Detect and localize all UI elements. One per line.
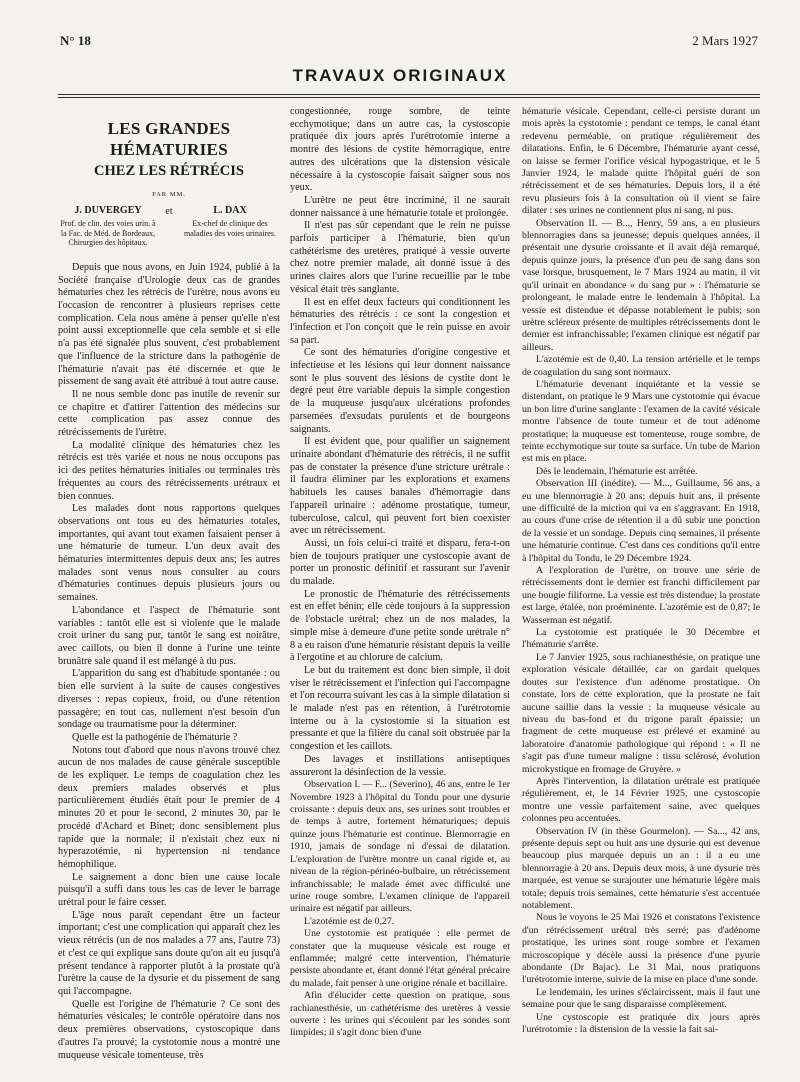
paragraph: Ce sont des hématuries d'origine congestive et infectieuse et les lésions qui leur donnent naissance sont le plus souvent des lésions de cystite dont le degré peut être variable depuis la simple congestion de la muqueuse jusqu'aux ulcérations profondes parsemées d'exsudats purulents et de bourgeons saignants.	[290, 347, 510, 435]
paragraph: L'apparition du sang est d'habitude spontanée : ou bien elle survient à la suite de causes congestives diverses : repas copieux, froid, ou d'une rétention passagère; en tout cas, nullement n'est besoin d'un sondage ou traumatisme pour la déterminer.	[58, 668, 280, 731]
observation-paragraph: Observation II. — B..., Henry, 59 ans, a eu plusieurs blennorragies dans sa jeunesse; depuis quelques années, il présentait une dysurie croissante et il avait déjà remarqué, depuis quinze jours, la présence d'un peu de sang dans son vase lorsque, brusquement, le 7 Mars 1924 au matin, il vit qu'il urinait en abondance « du sang pur » : l'hématurie se prolongeant, le malade entre le lendemain à l'hôpital. La vessie est distendue et dépasse notablement le pubis; son urètre scléreux présente de multiples rétrécissements dont le dernier est infranchissable; l'examen clinique est négatif par ailleurs.	[522, 217, 760, 353]
paragraph: L'azotémie est de 0,27.	[304, 915, 395, 927]
paragraph: L'âge nous paraît cependant être un facteur important; c'est une complication qui apparaît chez les vieux rétrécis (un de nos malades a 77 ans, l'autre 73) et c'est ce qui explique sans doute qu'on ait eu jusqu'à présent tendance à rapporter plutôt à la prostate qu'à l'urètre la cause de la dysurie et du pissement de sang qui l'accompagne.	[58, 909, 280, 997]
author-1-credentials: Prof. de clin. des voies urin. à la Fac. de Méd. de Bordeaux, Chirurgien des hôpitaux.	[60, 219, 156, 248]
paragraph: Depuis que nous avons, en Juin 1924, publié à la Société française d'Urologie deux cas de grandes hématuries chez les rétrécis de l'urètre, nous avons eu l'occasion de rencontrer à plusieurs reprises cette complication. Cela nous amène à penser qu'elle n'est point aussi exceptionnelle que cela semble et si elle n'a pas été signalée plus souvent, c'est probablement que l'influence de la stricture dans la pathogénie de l'hématurie n'avait pas été discernée et que le pissement de sang avait été attribué à tout autre cause.	[58, 261, 280, 388]
issue-number: N° 18	[60, 33, 91, 48]
paragraph: Des lavages et instillations antiseptiques assureront la désinfection de la vessie.	[290, 753, 510, 778]
paragraph: Le but du traitement est donc bien simple, il doit viser le rétrécissement et l'infection qui l'accompagne et l'on recourra suivant les cas à la simple dilatation si le malade n'est pas en rétention, à l'urétrotomie interne ou à la cystostomie si la situation est pressante et que la filière du canal soit obstruée par la congestion et les caillots.	[290, 664, 510, 753]
authors-conjunction: et	[165, 205, 173, 217]
paragraph: Une cystotomie est pratiquée : elle permet de constater que la muqueuse vésicale est rouge et enflammée; malgré cette intervention, l'hématurie persiste abondante et, étant donné l'état général précaire du malade, fait penser à une origine rénale et bacillaire.	[290, 928, 510, 989]
article-subtitle: CHEZ LES RÉTRÉCIS	[94, 163, 244, 179]
paragraph: Notons tout d'abord que nous n'avons trouvé chez aucun de nos malades de cause générale susceptible de les expliquer. Le temps de coagulation chez les deux premiers malades observés et plus particulièrement étudiés était pour le premier de 4 minutes 20 et pour le second, 2 minutes 30, par le procédé d'Achard et Binet; donc sensiblement plus rapide que la normale; il n'existait chez eux ni hyperazotémie, ni hypertension ni tendance hémophilique.	[58, 744, 280, 870]
paragraph: La cystotomie est pratiquée le 30 Décembre et l'hématurie s'arrête.	[522, 627, 760, 651]
paragraph: Le saignement a donc bien une cause locale puisqu'il a suffi dans tous les cas de lever le barrage urétral pour le faire cesser.	[58, 871, 280, 909]
paragraph: Il est en effet deux facteurs qui conditionnent les hématuries des rétrécis : ce sont la congestion et l'infection et l'on conçoit que le rein puisse en avoir sa part.	[290, 296, 510, 346]
paragraph: Aussi, un fois celui-ci traité et disparu, fera-t-on bien de toujours pratiquer une cystoscopie avant de porter un pronostic définitif et rassurant sur l'avenir du malade.	[290, 537, 510, 588]
paragraph: L'azotémie est de 0,40. La tension artérielle et le temps de coagulation du sang sont normaux.	[522, 354, 760, 378]
paragraph: Le pronostic de l'hématurie des rétrécissements est en effet bénin; elle cède toujours à la suppression de l'obstacle urétral; chez un de nos malades, la simple mise à demeure d'une petite sonde urétrale n° 8 a eu raison d'une hématurie résistant depuis la veille à l'ergotine et au chlorure de calcium.	[290, 588, 510, 664]
observation-paragraph: Observation III (inédite). — M..., Guillaume, 56 ans, a eu une blennorragie à 20 ans; depuis huit ans, il présente une difficulté de la miction qui va en s'aggravant. En 1918, au cours d'une crise de rétention il a dû subir une ponction de la vessie et un sondage. Depuis cinq semaines, il présente une hématurie continue. C'est dans ces conditions qu'il entre à l'hôpital du Tondu, le 29 Décembre 1924.	[522, 478, 760, 564]
observation-paragraph: Observation IV (in thèse Gourmelon). — Sa..., 42 ans, présente depuis sept ou huit ans une dysurie qui est devenue beaucoup plus marquée depuis un an : il a eu une blennorragie à 20 ans. Depuis deux mois, à une dysurie très marquée, est venue se surajouter une hématurie légère mais totale; depuis trois semaines, cette hématurie s'est accentuée notablement.	[522, 825, 760, 911]
paragraph: hématurie vésicale. Cependant, celle-ci persiste durant un mois après la cystotomie : pendant ce temps, le canal étant redevenu perméable, on pratique régulièrement des dilatations. Enfin, le 6 Décembre, l'hématurie ayant cessé, on laisse se fermer l'orifice vésical hypogastrique, et le 5 Janvier 1924, le malade quitte l'hôpital guéri de son rétrécissement et de ses hématuries. Depuis lors, il a été revu plusieurs fois à la consultation où il vient se faire dilater : ses urines ne contiennent plus ni sang, ni pus.	[522, 106, 760, 217]
paragraph: L'urètre ne peut être incriminé, il ne saurait donner naissance à une hématurie totale et prolongée.	[290, 194, 510, 219]
paragraph: Quelle est la pathogénie de l'hématurie ?	[72, 731, 238, 743]
column-1	[58, 106, 280, 1074]
authors-block	[58, 205, 280, 248]
paragraph: Nous le voyons le 25 Mai 1926 et constatons l'existence d'un rétrécissement urétral très serré; pas d'adénome prostatique, les urines sont rouge sombre et l'examen microscopique y décèle aussi la présence d'une pyurie abondante (Dr Bajac). Le 31 Mai, nous pratiquons l'urétrotomie interne, suivie de la mise en place d'une sonde.	[522, 912, 760, 986]
paragraph: congestionnée, rouge sombre, de teinte ecchymotique; dans un autre cas, la cystoscopie pratiquée dix jours après l'urétrotomie interne a montré des lésions de cystite hémorragique, entre autres des ulcérations que la distension vésicale nécessaire à la cystoscopie faisait saigner sous nos yeux.	[290, 106, 510, 194]
author-1-name: J. DUVERGEY	[74, 204, 142, 216]
paragraph: Il n'est pas sûr cependant que le rein ne puisse parfois participer à l'hématurie, bien qu'un cathétérisme des uretères, pratiqué à vessie ouverte chez notre premier malade, ait donné issue à des urines claires alors que l'urine recueillie par le tube vésical était très sanglante.	[290, 220, 510, 295]
author-2-credentials: Ex-chef de clinique des maladies des voies urinaires.	[184, 219, 276, 238]
header-rule	[58, 94, 760, 95]
header-rule-second	[58, 97, 760, 98]
paragraph: A l'exploration de l'urètre, on trouve une série de rétrécissements dont le dernier est franchi difficilement par une bougie filiforme. La vessie est très distendue; la prostate est large, étalée, non proéminente. L'azotémie est de 0,87; le Wasserman est négatif.	[522, 565, 760, 626]
paragraph: Une cystoscopie est pratiquée dix jours après l'urétrotomie : la distension de la vessie la fait sai-	[522, 1011, 760, 1036]
section-title: TRAVAUX ORIGINAUX	[292, 66, 508, 85]
paragraph: Il ne nous semble donc pas inutile de revenir sur ce chapitre et d'attirer l'attention des médecins sur cette complication pas assez connue des rétrécissements de l'urètre.	[58, 388, 280, 439]
authors-intro: PAR MM.	[152, 191, 186, 198]
paragraph: Le lendemain, les urines s'éclaircissent, mais il faut une semaine pour que le sang disparaisse complètement.	[522, 986, 760, 1011]
column-2	[290, 106, 510, 1074]
author-2-name: L. DAX	[213, 204, 247, 216]
observation-paragraph: Observation I. — F... (Severino), 46 ans, entre le 1er Novembre 1923 à l'hôpital du Tondu pour une dysurie croissante : depuis deux ans, ses urines sont troubles et de temps à autre, fortement hématuriques; depuis quinze jours l'hématurie est continue. Blennorragie en 1910, jamais de sondage ni d'essai de dilatation. L'exploration de l'urètre montre un canal rigide et, au niveau de la région-périnéo-bulbaire, un rétrécissement infranchissable; le malade émet avec difficulté une urine rouge sombre. L'examen clinique de l'appareil urinaire est négatif par ailleurs.	[290, 779, 510, 915]
paragraph: Afin d'élucider cette question on pratique, sous rachianesthésie, un cathétérisme des uretères à vessie ouverte : les urines qui s'écoulent par les sondes sont limpides; il s'agit donc bien d'une	[290, 990, 510, 1039]
paragraph: Le 7 Janvier 1925, sous rachianesthésie, on pratique une exploration vésicale détaillée, car on gardait quelques doutes sur l'existence d'un adénome prostatique. On constate, lors de cette exploration, que la prostate ne fait aucune saillie dans la vessie : la muqueuse vésicale au niveau du bas-fond et du trigone paraît épaissie; un fragment de cette muqueuse est prélevé et examiné au laboratoire d'anatomie pathologique qui répond : « Il ne s'agit pas d'une tumeur maligne : tissu sclérosé, évolution microkystique en fromage de Gruyère. »	[522, 651, 760, 775]
author-2	[180, 205, 280, 239]
article-title: LES GRANDES HÉMATURIES	[107, 119, 231, 159]
paragraph: Il est évident que, pour qualifier un saignement urinaire abondant d'hématurie des rétrécis, il ne suffit pas de constater la présence d'une stricture urétrale : il faudra éliminer par les explorations et examens habituels les causes banales d'hémorragie dans l'appareil urinaire : adénome prostatique, tumeur, tuberculose, calcul, qui peuvent fort bien coexister avec un rétrécissement.	[290, 436, 510, 537]
paragraph: Dès le lendemain, l'hématurie est arrêtée.	[536, 465, 698, 477]
paragraph: Quelle est l'origine de l'hématurie ? Ce sont des hématuries vésicales; le contrôle opératoire dans nos deux premières observations, cystoscopique dans d'autres l'a prouvé; la cystotomie nous a montré une muqueuse vésicale tomenteuse, très	[58, 998, 280, 1061]
paragraph: La modalité clinique des hématuries chez les rétrécis est très variée et nous ne nous occupons pas ici des petites hématuries initiales ou terminales très fréquentes au cours des rétrécissements urétraux et bien connues.	[58, 439, 280, 502]
issue-date: 2 Mars 1927	[692, 33, 758, 48]
paragraph: L'hématurie devenant inquiétante et la vessie se distendant, on pratique le 9 Mars une cystotomie qui évacue un bon litre d'urine sanglante : l'examen de la cavité vésicale montre l'absence de toute tumeur et de tout adénome prostatique; la muqueuse est tomenteuse, rouge sombre, de teinte ecchymotique sur toute sa surface. Un tube de Marion est mis en place.	[522, 378, 760, 465]
author-1	[58, 205, 158, 248]
paragraph: L'abondance et l'aspect de l'hématurie sont variables : tantôt elle est si violente que le malade croit uriner du sang pur, tantôt le sang est noirâtre, avec caillots, ou bien il donne à l'urine une teinte brunâtre sale quand il est mélangé à du pus.	[58, 604, 280, 667]
paragraph: Les malades dont nous rapportons quelques observations ont tous eu des hématuries totales, importantes, qui avant tout examen faisaient penser à une hématurie de tumeur. L'un deux avait des hématuries intermittentes depuis deux ans; les autres malades sont venus nous consulter au cours d'hématuries continues depuis plusieurs jours ou semaines.	[58, 503, 280, 604]
column-3	[522, 106, 760, 1074]
paragraph: Après l'intervention, la dilatation urétrale est pratiquée régulièrement, et, le 14 Février 1925, une cystoscopie montre une vessie parfaitement saine, avec quelques colonnes peu accentuées.	[522, 775, 760, 825]
